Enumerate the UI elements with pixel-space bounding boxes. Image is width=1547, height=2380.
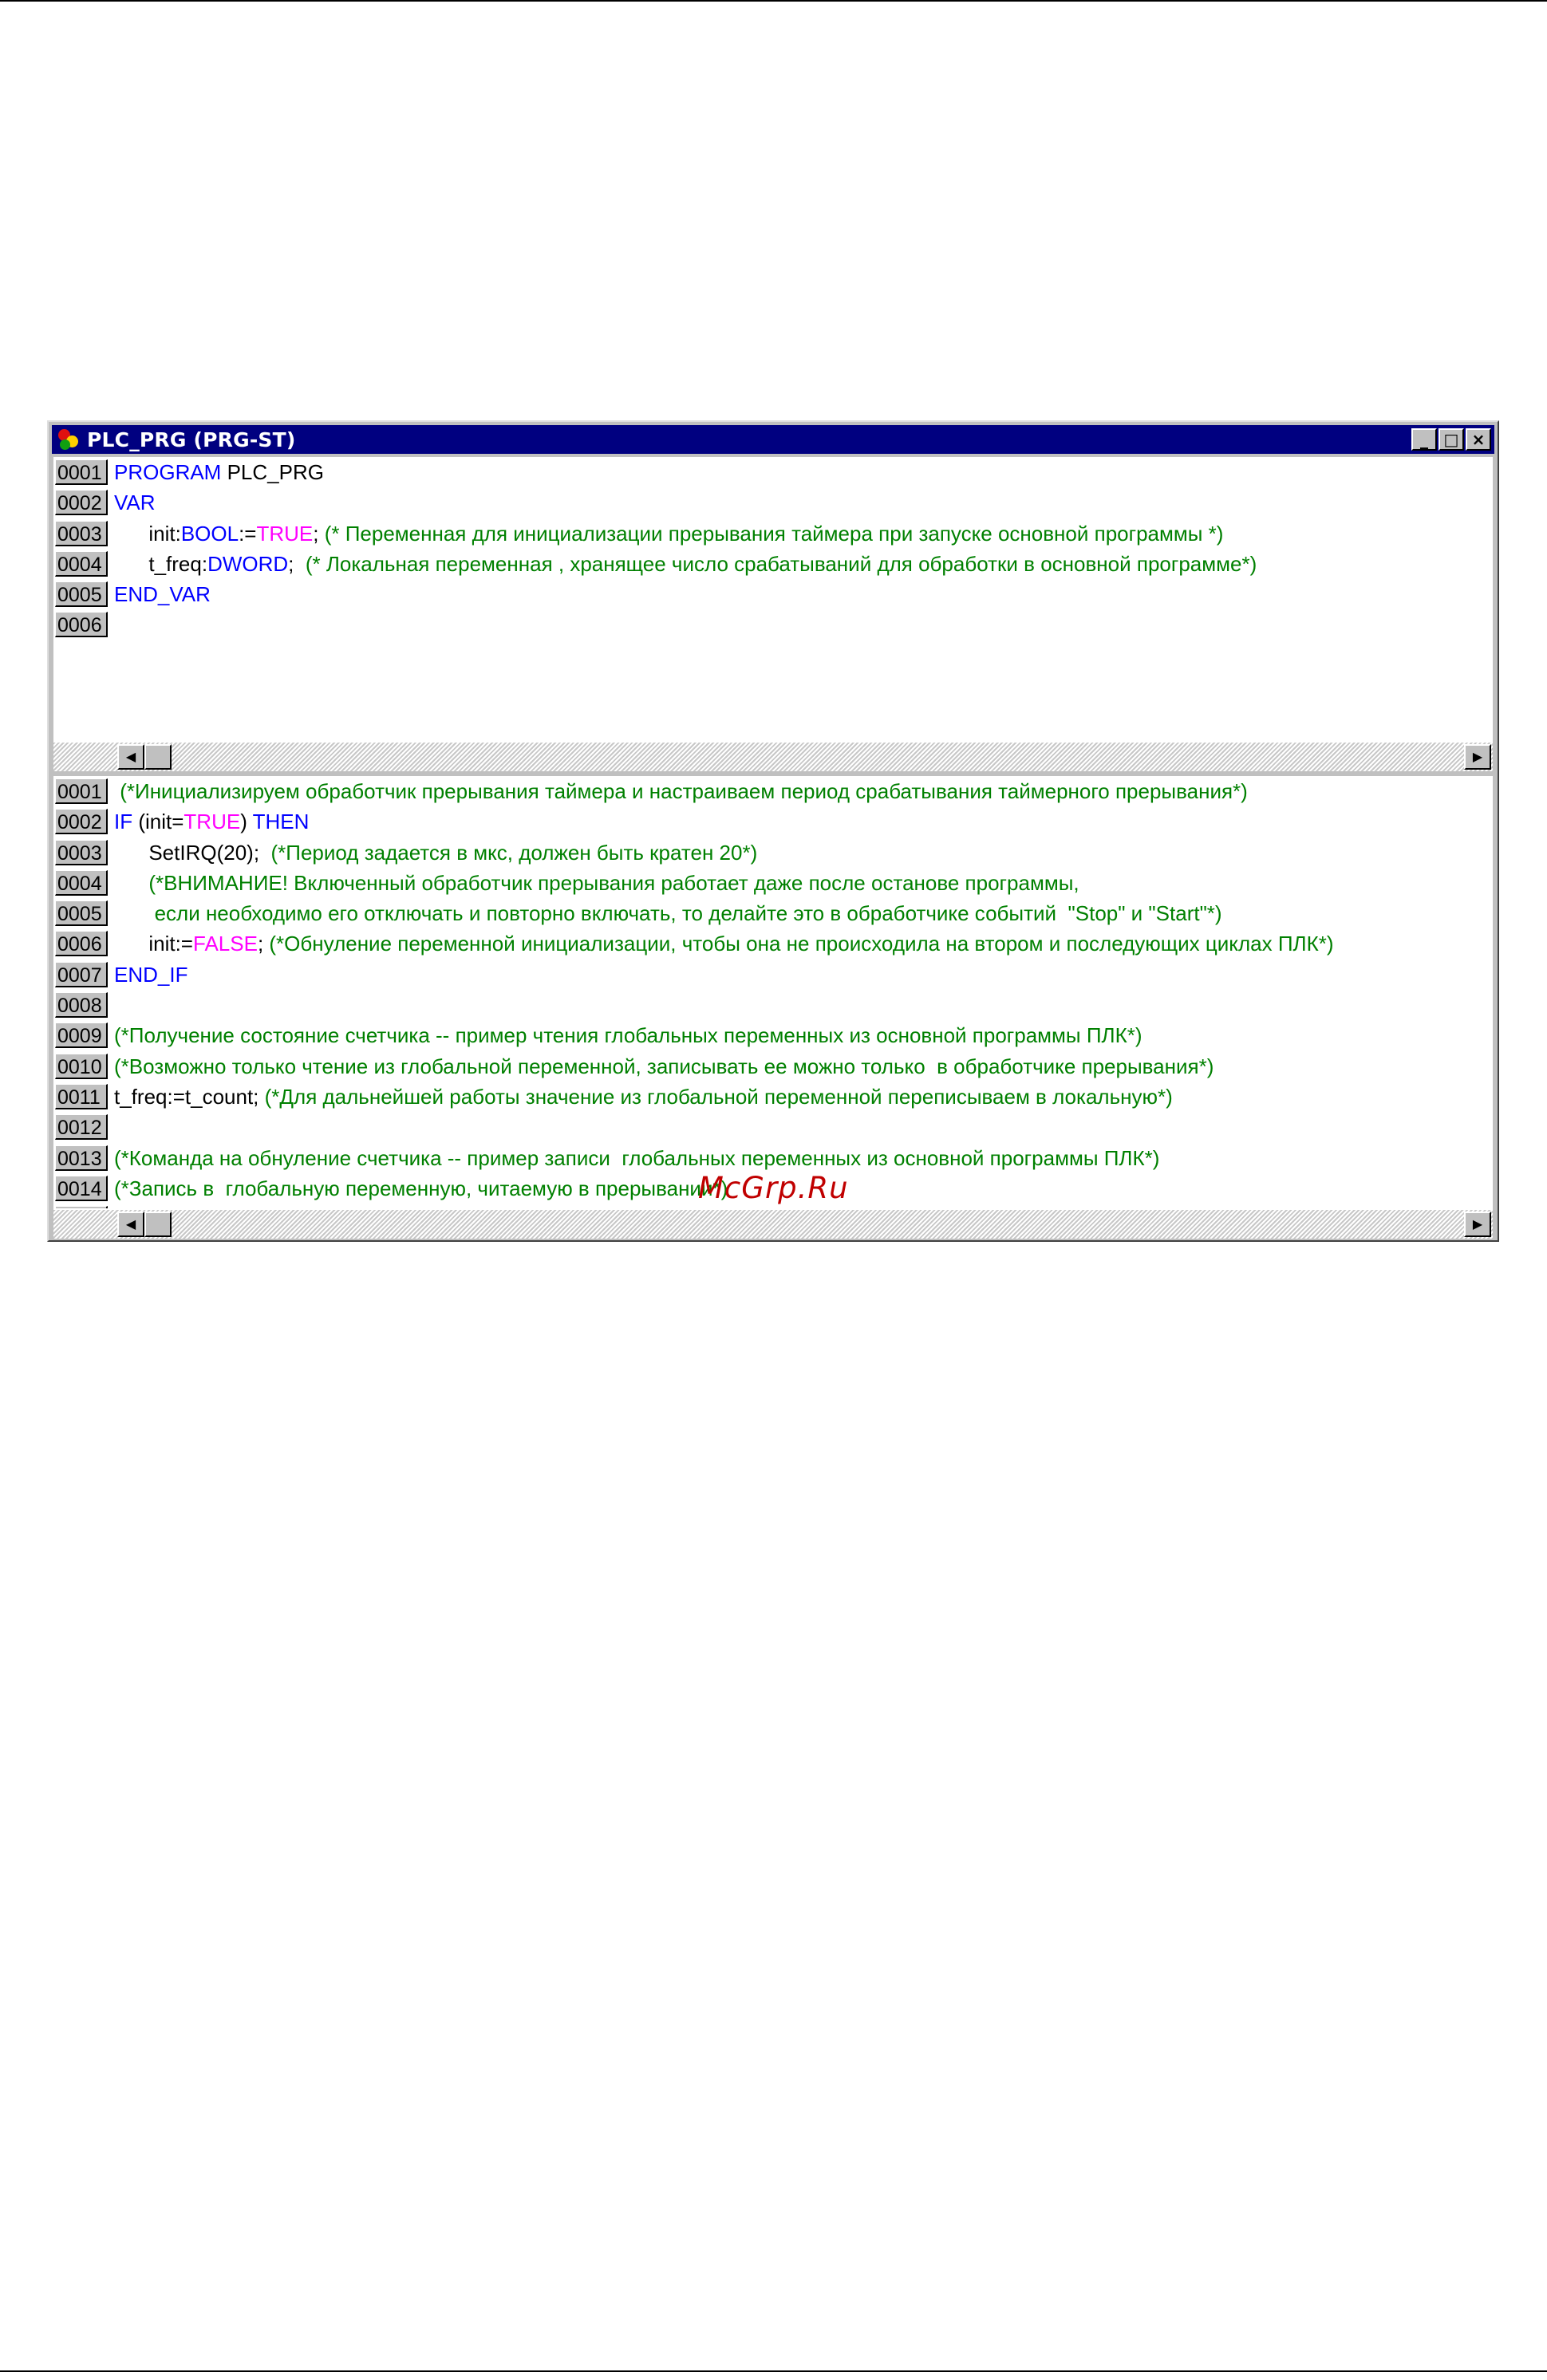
line-number: 0004 bbox=[55, 551, 108, 577]
keyword-token: THEN bbox=[252, 810, 310, 834]
comment-token: (* Переменная для инициализации прерывания таймера при запуске основной программы *) bbox=[324, 521, 1224, 546]
line-number: 0004 bbox=[55, 870, 108, 896]
code-line[interactable] bbox=[53, 518, 1493, 549]
code-line[interactable] bbox=[53, 487, 1493, 518]
comment-token: (* Локальная переменная , хранящее число срабатываний для обработки в основной программе*) bbox=[305, 551, 1257, 576]
code-token bbox=[114, 1207, 254, 1208]
scroll-thumb[interactable] bbox=[144, 744, 172, 770]
code-text[interactable] bbox=[114, 1143, 1159, 1173]
line-number: 0001 bbox=[55, 459, 108, 485]
code-text[interactable] bbox=[114, 1173, 728, 1204]
declaration-editor[interactable] bbox=[53, 457, 1493, 741]
close-button[interactable]: × bbox=[1466, 428, 1491, 451]
code-text[interactable] bbox=[114, 518, 1223, 549]
maximize-button[interactable]: □ bbox=[1438, 428, 1464, 451]
code-line[interactable] bbox=[53, 1143, 1493, 1173]
code-line[interactable] bbox=[53, 959, 1493, 990]
keyword-token: BOOL bbox=[180, 521, 239, 546]
comment-token: (*Обнуление переменной инициализации, чтобы она не происходила на втором и последующих циклах ПЛК*) bbox=[269, 932, 1334, 956]
window-controls bbox=[1411, 428, 1491, 451]
page-top-rule bbox=[0, 0, 1547, 2]
line-number: 0001 bbox=[55, 778, 108, 804]
code-token: (init= bbox=[132, 810, 184, 834]
code-line[interactable] bbox=[53, 1112, 1493, 1142]
code-token: ; bbox=[257, 932, 270, 956]
code-text[interactable] bbox=[114, 1020, 1142, 1050]
app-icon bbox=[57, 428, 81, 451]
line-number: 0006 bbox=[55, 931, 108, 956]
code-token: ; bbox=[288, 551, 306, 576]
code-token: := bbox=[239, 521, 257, 546]
line-number: 0009 bbox=[55, 1023, 108, 1048]
scroll-left-arrow-icon[interactable]: ◀ bbox=[117, 1212, 144, 1237]
declaration-horizontal-scrollbar[interactable] bbox=[53, 743, 1493, 771]
body-horizontal-scrollbar[interactable] bbox=[53, 1210, 1493, 1239]
comment-token: если необходимо его отключать и повторно включать, то делайте это в обработчике событий "Stop" и "Start"*) bbox=[114, 901, 1222, 926]
line-number: 0005 bbox=[55, 900, 108, 926]
minimize-button[interactable]: _ bbox=[1411, 428, 1437, 451]
code-line[interactable] bbox=[53, 549, 1493, 579]
code-line[interactable] bbox=[53, 579, 1493, 609]
line-number: 0003 bbox=[55, 840, 108, 865]
body-pane[interactable] bbox=[53, 776, 1493, 1239]
code-line[interactable] bbox=[53, 1082, 1493, 1112]
code-line[interactable] bbox=[53, 837, 1493, 868]
code-text[interactable] bbox=[114, 806, 309, 837]
keyword-token: END_VAR bbox=[114, 582, 211, 607]
code-line[interactable] bbox=[53, 1051, 1493, 1082]
code-token: init:= bbox=[114, 932, 193, 956]
code-line[interactable] bbox=[53, 609, 1493, 640]
code-text[interactable] bbox=[114, 776, 1248, 806]
keyword-token: DWORD bbox=[207, 551, 289, 576]
comment-token: (*Команда на обнуление счетчика -- пример записи глобальных переменных из основной программы ПЛК*) bbox=[114, 1145, 1160, 1170]
line-number: 0011 bbox=[55, 1084, 108, 1109]
comment-token: (*ВНИМАНИЕ! Включенный обработчик прерывания работает даже после останове программы, bbox=[114, 870, 1079, 895]
line-number: 0010 bbox=[55, 1054, 108, 1079]
code-token: t_freq: bbox=[114, 551, 208, 576]
code-line[interactable] bbox=[53, 868, 1493, 898]
line-number: 0002 bbox=[55, 490, 108, 515]
code-line[interactable] bbox=[53, 898, 1493, 928]
line-number: 0007 bbox=[55, 962, 108, 987]
comment-token: (*Инициализируем обработчик прерывания таймера и настраиваем период срабатывания таймерного прерывания*) bbox=[114, 779, 1248, 803]
code-text[interactable] bbox=[114, 837, 757, 868]
comment-token: (*Период задается в мкс, должен быть кратен 20*) bbox=[270, 840, 758, 865]
scroll-right-arrow-icon[interactable]: ▶ bbox=[1464, 1212, 1491, 1237]
body-editor[interactable] bbox=[53, 776, 1493, 1208]
code-token: PLC_PRG bbox=[221, 460, 324, 484]
comment-token: (*Получение состояние счетчика -- пример чтения глобальных переменных из основной программы ПЛК*) bbox=[114, 1023, 1142, 1048]
code-text[interactable] bbox=[114, 1204, 254, 1208]
code-token: ; bbox=[313, 521, 325, 546]
line-number: 0002 bbox=[55, 809, 108, 834]
watermark: McGrp.Ru bbox=[698, 1171, 849, 1205]
window-title: PLC_PRG (PRG-ST) bbox=[87, 428, 296, 451]
code-line[interactable] bbox=[53, 806, 1493, 837]
code-text[interactable] bbox=[114, 959, 187, 990]
code-token: SetIRQ(20); bbox=[114, 840, 271, 865]
code-line[interactable] bbox=[53, 928, 1493, 959]
code-text[interactable] bbox=[114, 457, 324, 487]
line-number: 0003 bbox=[55, 521, 108, 546]
page-bottom-rule bbox=[0, 2370, 1547, 2372]
keyword-token: END_IF bbox=[114, 962, 188, 987]
scroll-right-arrow-icon[interactable]: ▶ bbox=[1464, 744, 1491, 770]
code-text[interactable] bbox=[114, 1051, 1214, 1082]
code-text[interactable] bbox=[114, 487, 156, 518]
code-line[interactable] bbox=[53, 990, 1493, 1020]
code-text[interactable] bbox=[114, 868, 1079, 898]
code-token: ) bbox=[240, 810, 253, 834]
declaration-pane[interactable] bbox=[53, 457, 1493, 771]
editor-window bbox=[47, 420, 1499, 1242]
line-number: 0012 bbox=[55, 1114, 108, 1140]
code-line[interactable] bbox=[53, 1020, 1493, 1050]
comment-token: (*Возможно только чтение из глобальной переменной, записывать ее можно только в обработчике прерывания*) bbox=[114, 1054, 1214, 1078]
code-text[interactable] bbox=[114, 1082, 1173, 1112]
line-number: 0013 bbox=[55, 1145, 108, 1171]
keyword-token: VAR bbox=[114, 491, 156, 515]
line-number: 0014 bbox=[55, 1176, 108, 1201]
code-token: t_freq:=t_count; bbox=[114, 1084, 265, 1109]
code-text[interactable] bbox=[114, 928, 1334, 959]
keyword-token: IF bbox=[114, 810, 133, 834]
code-line[interactable] bbox=[53, 457, 1493, 487]
comment-token: (*Запись в глобальную переменную, читаемую в прерывании*) bbox=[114, 1176, 728, 1200]
scroll-thumb[interactable] bbox=[144, 1212, 172, 1237]
line-number bbox=[55, 1206, 108, 1208]
code-text[interactable] bbox=[114, 898, 1222, 928]
line-number: 0008 bbox=[55, 992, 108, 1018]
scroll-left-arrow-icon[interactable]: ◀ bbox=[117, 744, 144, 770]
literal-token: TRUE bbox=[184, 810, 241, 834]
code-line[interactable] bbox=[53, 776, 1493, 806]
line-number: 0006 bbox=[55, 612, 108, 637]
keyword-token: PROGRAM bbox=[114, 460, 222, 484]
comment-token: (*Для дальнейшей работы значение из глобальной переменной переписываем в локальную*) bbox=[264, 1084, 1173, 1109]
literal-token: TRUE bbox=[256, 521, 314, 546]
code-text[interactable] bbox=[114, 549, 1257, 579]
code-token: init: bbox=[114, 521, 181, 546]
title-bar[interactable] bbox=[52, 425, 1494, 454]
code-text[interactable] bbox=[114, 579, 211, 609]
literal-token: FALSE bbox=[193, 932, 258, 956]
line-number: 0005 bbox=[55, 581, 108, 607]
